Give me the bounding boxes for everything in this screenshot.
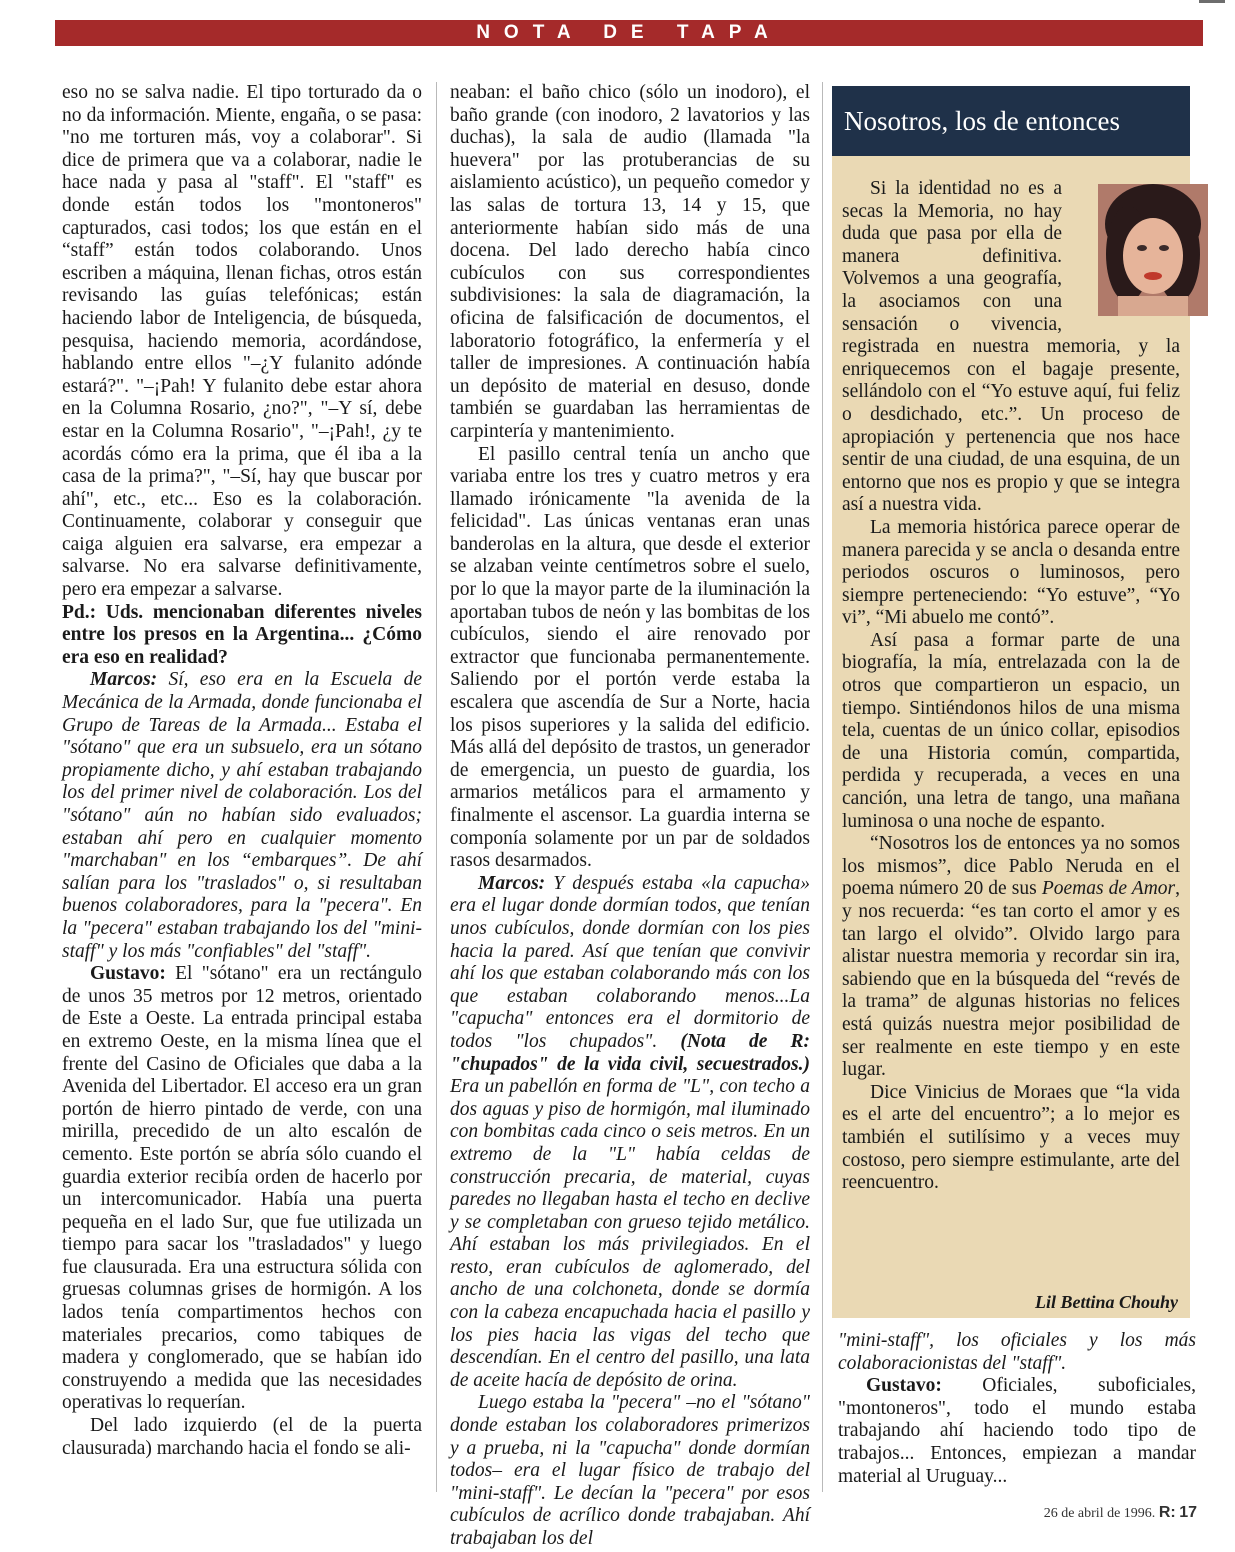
page-number: 17 xyxy=(1179,1504,1197,1521)
speaker-name: Gustavo: xyxy=(90,963,166,985)
speaker-name: Gustavo: xyxy=(866,1375,942,1397)
paragraph xyxy=(62,669,422,963)
magazine-logo: R: xyxy=(1158,1504,1176,1521)
paragraph xyxy=(842,833,1180,1082)
corner-mark xyxy=(1199,0,1225,3)
paragraph xyxy=(842,178,1180,517)
portrait-image xyxy=(1098,184,1208,316)
sidebar-author: Lil Bettina Chouhy xyxy=(1034,1292,1178,1312)
answer-text: Sí, eso era en la Escuela de Mecánica de la Armada, donde funcionaba el Grupo de Tareas de la Armada... Estaba el "sótano" que era un subsuelo, era un sótano propiamente dicho, y ahí estaban trabajando los del primer nivel de colaboración. Los del "sótano" aún no habían sido evaluados; estaban ahí pero en cualquier momento "marchaban" en los “embarques”. De ahí salían para los "traslados" o, si resultaban buenos colaboradores, para la "pecera". En la "pecera" estaban trabajando los del "mini-staff" y los más "confiables" del "staff". xyxy=(62,669,422,962)
paragraph: neaban: el baño chico (sólo un inodoro), el baño grande (con inodoro, 2 lavatorios y las duchas), la sala de audio (llamada "la huevera" por las protuberancias de su aislamiento acústico), un pequeño comedor y las salas de tortura 13, 14 y 15, que anteriormente habían sido más de una docena. Del lado derecho había cinco cubículos con sus correspondientes subdivisiones: la sala de diagramación, la oficina de falsificación de documentos, el laboratorio fotográfico, la enfermería y el taller de impresiones. A continuación había un depósito de material en desuso, donde también se guardaban las herramientas de carpintería y mantenimiento. xyxy=(450,82,810,442)
paragraph-text: , y nos recuerda: “es tan corto el amor y es tan largo el olvido”. Olvido largo para alistar nuestra memoria y recordar sin ira, sabiendo que en la búsqueda del “revés de la trama” de algunas historias no felices está quizás nuestra mejor posibilidad de ser realmente en este tiempo y en este lugar. xyxy=(842,878,1180,1081)
paragraph: "mini-staff", los oficiales y los más colaboracionistas del "staff". xyxy=(838,1330,1196,1374)
paragraph: Luego estaba la "pecera" –no el "sótano" donde estaban los colaboradores primerizos y a prueba, ni la "capucha" donde dormían todos– era el lugar físico de trabajo del "mini-staff". Le decían la "pecera" por esos cubículos de acrílico donde trabajaban. Ahí trabajaban los del xyxy=(450,1392,810,1549)
speaker-name: Marcos: xyxy=(478,872,546,894)
paragraph: El pasillo central tenía un ancho que variaba entre los tres y cuatro metros y era llamado irónicamente "la avenida de la felicidad". Las únicas ventanas eran unas banderolas en la altura, que desde el exterior se alzaban veinte centímetros sobre el suelo, por lo que la mayor parte de la iluminación la aportaban tubos de neón y las bombitas de los cubículos, siendo el aire renovado por extractor que funcionaba permanentemente. Saliendo por el portón verde estaba la escalera que ascendía de Sur a Norte, hacia los pisos superiores y la salida del edificio. Más allá del depósito de trastos, un generador de emergencia, un puesto de guardia, los armarios metálicos para el armamento y finalmente el ascensor. La guardia interna se componía solamente por un par de soldados rasos desarmados. xyxy=(450,443,810,872)
author-portrait xyxy=(1070,184,1180,316)
article-column-3-continuation xyxy=(838,1330,1196,1488)
paragraph-text: Si la identidad no es a secas la Memoria, no hay duda que pasa por ella de manera definitiva. Volvemos a una geografía, la asociamos con una sensación o vivencia, registrada en nuestra memoria, y la enriquecemos con el bagaje presente, sellándolo con el “Yo estuve aquí, fui feliz o desdichado, etc.”. Un proceso de apropiación y pertenencia que nos hace sentir de una ciudad, de una esquina, de un entorno que nos es propio y que se integra así a nuestra vida. xyxy=(842,178,1180,516)
paragraph xyxy=(450,873,810,1393)
interview-question: Pd.: Uds. mencionaban diferentes niveles entre los presos en la Argentina... ¿Cómo era eso en realidad? xyxy=(62,601,422,668)
paragraph xyxy=(838,1375,1196,1488)
sidebar-box xyxy=(832,86,1190,1318)
section-header: NOTA DE TAPA xyxy=(476,22,782,43)
issue-date: 26 de abril de 1996. xyxy=(1043,1506,1156,1521)
paragraph-text: “Nosotros los de entonces ya no somos los mismos”, dice Pablo Neruda en el poema número 20 de sus xyxy=(842,833,1180,900)
article-column-1 xyxy=(62,82,422,1492)
article-column-2 xyxy=(450,82,811,1549)
answer-text: Oficiales, suboficiales, "montoneros", todo el mundo estaba trabajando ahí haciendo todo tipo de trabajos... Entonces, empiezan a mandar material al Uruguay... xyxy=(838,1375,1196,1487)
paragraph: eso no se salva nadie. El tipo torturado da o no da información. Miente, engaña, o se pasa: "no me torturen más, voy a colaborar". Si dice de primera que va a colaborar, nadie le hace nada y pasa al "staff". El "staff" es donde están todos los "montoneros" capturados, casi todos; los que están en el “staff” están todos colaborando. Unos escriben a máquina, llenan fichas, otros están revisando las guías telefónicas; están haciendo labor de Inteligencia, de búsqueda, pesquisa, haciendo memoria, acordándose, hablando entre ellos "–¿Y fulanito adónde estará?". "–¡Pah! Y fulanito debe estar ahora en la Columna Rosario, ¿no?", "–Y sí, debe estar en la Columna Rosario", "–¡Pah!, ¿y te acordás cómo era la prima, que él iba a la casa de la prima?", "–Sí, hay que buscar por ahí", etc., etc... Eso es la colaboración. Continuamente, colaborar y conseguir que caiga alguien era salvarse, era empezar a salvarse. No era salvarse definitivamente, pero era empezar a salvarse. xyxy=(62,82,422,601)
paragraph xyxy=(62,963,422,1415)
paragraph: Del lado izquierdo (el de la puerta clausurada) marchando hacia el fondo se ali- xyxy=(62,1415,422,1459)
section-header-band xyxy=(55,20,1203,46)
answer-text: Era un pabellón en forma de "L", con techo a dos aguas y piso de hormigón, mal iluminado con bombitas cada cinco o seis metros. En un extremo de la "L" había celdas de construcción precaria, de material, cuyas paredes no llegaban hasta el techo en declive y se completaban con grueso tejido metálico. Ahí estaban los más privilegiados. En el resto, eran cubículos de aglomerado, del ancho de una colchoneta, donde se dormía con la cabeza encapuchada hacia el pasillo y los pies hacia las vigas del techo que descendían. En el centro del pasillo, una lata de aceite hacía de depósito de orina. xyxy=(450,1076,810,1391)
book-title: Poemas de Amor xyxy=(1041,878,1176,900)
speaker-name: Marcos: xyxy=(90,669,158,691)
paragraph: Así pasa a formar parte de una biografía, la mía, entrelazada con la de otros que compartieron un espacio, un tiempo. Sintiéndonos hilos de una misma tela, cuentas de un único collar, episodios de una Historia común, compartida, perdida y recuperada, a veces en una canción, una letra de tango, una mañana luminosa o una noche de espanto. xyxy=(842,629,1180,832)
answer-text: Y después estaba «la capucha» era el lugar donde dormían todos, que tenían unos cubículos, donde dormían con los pies hacia la pared. Así que tenían que convivir ahí los que estaban colaborando más con los que estaban colaborando menos...La "capucha" entonces era el dormitorio de todos "los chupados". xyxy=(450,872,810,1052)
answer-text: El "sótano" era un rectángulo de unos 35 metros por 12 metros, orientado de Este a Oeste. La entrada principal estaba en extremo Oeste, en la misma línea que el frente del Casino de Oficiales que daba a la Avenida del Libertador. El acceso era un gran portón de hierro pintado de verde, con una mirilla, precedido de un alto escalón de cemento. Este portón se abría sólo cuando el guardia exterior recibía orden de hacerlo por un intercomunicador. Había una puerta pequeña en el lado Sur, que fue utilizada un tiempo para sacar los "trasladados" y luego fue clausurada. Era una estructura sólida con gruesas columnas grises de hormigón. A los lados tenía compartimentos hechos con materiales precarios, como tabiques de madera y conglomerado, que se habían ido construyendo a medida que las necesidades operativas lo requerían. xyxy=(62,963,422,1414)
page-footer xyxy=(1044,1504,1197,1522)
column-divider xyxy=(822,82,823,1492)
paragraph: La memoria histórica parece operar de manera parecida y se ancla o desanda entre periodos oscuros o luminosos, pero siempre perteneciendo: “Yo estuve”, “Yo vi”, “Mi abuelo me contó”. xyxy=(842,516,1180,629)
sidebar-text xyxy=(842,178,1180,1195)
editor-note: (Nota de R: "chupados" de la vida civil, secuestrados.) xyxy=(450,1030,811,1075)
column-divider xyxy=(436,82,437,1492)
paragraph: Dice Vinicius de Moraes que “la vida es el arte del encuentro”; a lo mejor es también el sutilísimo y a veces muy costoso, pero siempre estimulante, arte del reencuentro. xyxy=(842,1081,1180,1194)
sidebar-title: Nosotros, los de entonces xyxy=(832,86,1190,156)
